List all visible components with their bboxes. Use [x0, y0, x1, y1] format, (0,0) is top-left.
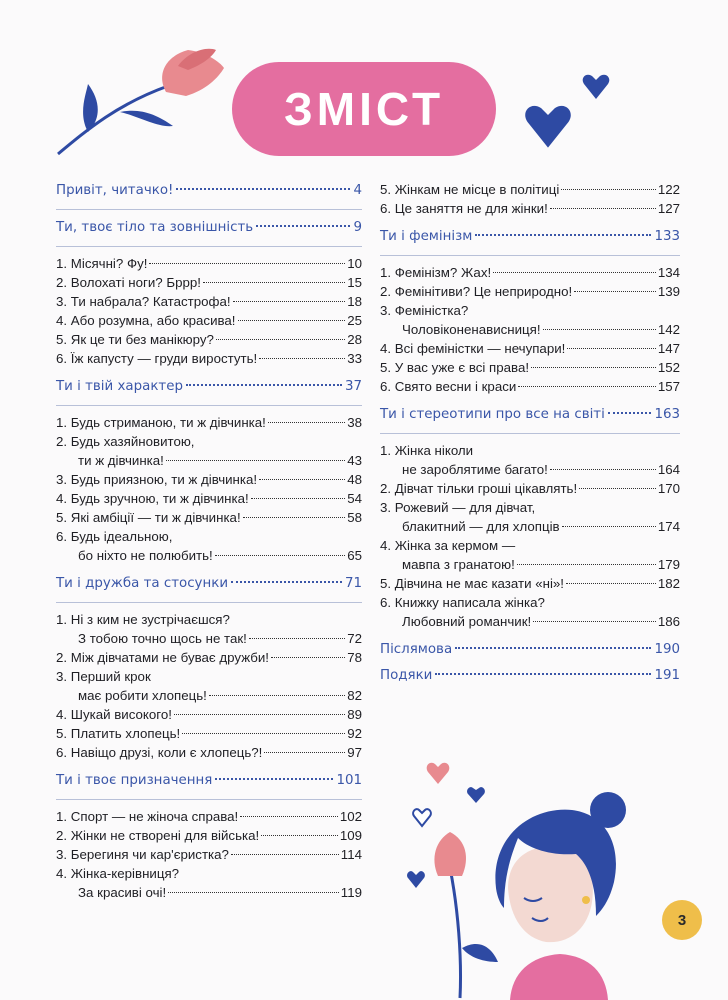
- dot-leader: [149, 263, 345, 264]
- spacer: [380, 631, 680, 639]
- toc-entry[interactable]: [56, 864, 362, 902]
- entry-text: 6. Навіщо друзі, коли є хлопець?!: [56, 745, 263, 760]
- entry-text: 5. У вас уже є всі права!: [380, 360, 530, 375]
- dot-leader: [259, 479, 345, 480]
- toc-entry[interactable]: [380, 593, 680, 631]
- entry-page: 18: [347, 294, 362, 309]
- entry-text: 4. Або розумна, або красива!: [56, 313, 236, 328]
- toc-entry[interactable]: [56, 527, 362, 565]
- toc-entry[interactable]: [380, 377, 680, 396]
- divider: [56, 246, 362, 247]
- toc-entry-line: [380, 301, 680, 320]
- entry-text: 6. Їж капусту — груди виростуть!: [56, 351, 258, 366]
- toc-entry-line: [380, 460, 680, 479]
- toc-section-heading[interactable]: [380, 639, 680, 661]
- toc-entry-line: [380, 339, 680, 358]
- section-page: 101: [336, 773, 362, 788]
- toc-section-heading[interactable]: [56, 573, 362, 595]
- entry-page: 10: [347, 256, 362, 271]
- toc-entry-line: [380, 199, 680, 218]
- heart-small-icon: [582, 74, 610, 100]
- entry-text: 3. Рожевий — для дівчат,: [380, 500, 536, 515]
- dot-leader: [215, 778, 333, 780]
- toc-entry-line: [380, 517, 680, 536]
- entry-text: 2. Жінки не створені для війська!: [56, 828, 260, 843]
- toc-entry-line: [56, 724, 362, 743]
- toc-entry[interactable]: [56, 349, 362, 368]
- toc-section-heading[interactable]: [56, 376, 362, 398]
- girl-illustration: [400, 748, 660, 1000]
- entry-page: 48: [347, 472, 362, 487]
- toc-entry-line: [380, 263, 680, 282]
- toc-entry[interactable]: [56, 489, 362, 508]
- section-title: Ти і твій характер: [56, 379, 183, 394]
- toc-entry-line: [380, 320, 680, 339]
- section-title: Ти і дружба та стосунки: [56, 576, 229, 591]
- entry-page: 33: [347, 351, 362, 366]
- entry-text: 4. Всі феміністки — нечупари!: [380, 341, 566, 356]
- entry-text: 6. Будь ідеальною,: [56, 529, 173, 544]
- toc-entry[interactable]: [380, 282, 680, 301]
- dot-leader: [264, 752, 345, 753]
- entry-page: 147: [657, 341, 680, 356]
- toc-entry[interactable]: [56, 845, 362, 864]
- entry-text: 5. Жінкам не місце в політиці: [380, 182, 560, 197]
- dot-leader: [259, 358, 345, 359]
- entry-page: 25: [347, 313, 362, 328]
- toc-section-heading[interactable]: [380, 665, 680, 687]
- entry-page: 119: [340, 885, 362, 900]
- section-title: Ти, твоє тіло та зовнішність: [56, 220, 254, 235]
- toc-section-heading[interactable]: [380, 404, 680, 426]
- dot-leader: [268, 422, 345, 423]
- toc-entry[interactable]: [380, 263, 680, 282]
- page-number: 3: [677, 911, 687, 929]
- entry-text: 1. Фемінізм? Жах!: [380, 265, 492, 280]
- entry-page: 89: [347, 707, 362, 722]
- entry-text: 1. Місячні? Фу!: [56, 256, 148, 271]
- entry-page: 182: [657, 576, 680, 591]
- dot-leader: [261, 835, 338, 836]
- entry-text: 6. Книжку написала жінка?: [380, 595, 545, 610]
- toc-entry-line: [380, 593, 680, 612]
- entry-text: 2. Дівчат тільки гроші цікавлять!: [380, 481, 578, 496]
- entry-page: 65: [347, 548, 362, 563]
- section-title: Подяки: [380, 668, 433, 683]
- section-page: 9: [353, 220, 362, 235]
- toc-entry-line: [380, 358, 680, 377]
- entry-text: 6. Свято весни і краси: [380, 379, 517, 394]
- toc-entry[interactable]: [56, 470, 362, 489]
- toc-entry-line: [56, 648, 362, 667]
- entry-page: 72: [347, 631, 362, 646]
- toc-entry[interactable]: [56, 705, 362, 724]
- divider: [380, 255, 680, 256]
- toc-entry-line: [380, 498, 680, 517]
- toc-entry-line: [380, 282, 680, 301]
- divider: [56, 799, 362, 800]
- dot-leader: [186, 384, 342, 386]
- dot-leader: [256, 225, 350, 227]
- divider: [380, 433, 680, 434]
- heart-large-icon: [524, 104, 572, 150]
- dot-leader: [231, 581, 342, 583]
- spacer: [56, 762, 362, 770]
- section-page: 71: [344, 576, 362, 591]
- toc-entry-line: [56, 610, 362, 629]
- entry-text: 6. Це заняття не для жінки!: [380, 201, 548, 216]
- dot-leader: [543, 329, 656, 330]
- section-page: 163: [654, 407, 680, 422]
- section-page: 191: [654, 668, 680, 683]
- entry-text: 3. Ти набрала? Катастрофа!: [56, 294, 231, 309]
- section-title: Привіт, читачко!: [56, 183, 174, 198]
- entry-text: 2. Будь хазяйновитою,: [56, 434, 195, 449]
- entry-page: 127: [657, 201, 680, 216]
- toc-entry[interactable]: [56, 330, 362, 349]
- toc-entry[interactable]: [56, 667, 362, 705]
- entry-page: 122: [657, 182, 680, 197]
- entry-text: Любовний романчик!: [402, 614, 532, 629]
- entry-page: 38: [347, 415, 362, 430]
- entry-page: 43: [347, 453, 362, 468]
- toc-entry-line: [380, 612, 680, 631]
- section-page: 37: [344, 379, 362, 394]
- dot-leader: [240, 816, 338, 817]
- dot-leader: [531, 367, 656, 368]
- toc-entry-line: [56, 292, 362, 311]
- section-page: 4: [353, 183, 362, 198]
- spacer: [56, 565, 362, 573]
- entry-page: 179: [657, 557, 680, 572]
- toc-entry[interactable]: [380, 441, 680, 479]
- dot-leader: [561, 189, 656, 190]
- entry-text: ти ж дівчинка!: [78, 453, 164, 468]
- toc-entry-line: [56, 311, 362, 330]
- dot-leader: [562, 526, 656, 527]
- toc-entry[interactable]: [380, 536, 680, 574]
- tulip-illustration: [48, 44, 238, 164]
- toc-entry[interactable]: [56, 432, 362, 470]
- section-page: 133: [654, 229, 680, 244]
- entry-page: 97: [347, 745, 362, 760]
- toc-entry-line: [56, 546, 362, 565]
- dot-leader: [455, 647, 651, 649]
- entry-text: 3. Берегиня чи кар'єристка?: [56, 847, 229, 862]
- toc-entry-line: [56, 864, 362, 883]
- entry-text: 4. Будь зручною, ти ж дівчинка!: [56, 491, 249, 506]
- toc-entry-line: [380, 536, 680, 555]
- entry-text: 3. Феміністка?: [380, 303, 469, 318]
- entry-text: За красиві очі!: [78, 885, 167, 900]
- toc-section-heading[interactable]: [56, 217, 362, 239]
- toc-right-column: [380, 180, 680, 691]
- dot-leader: [475, 234, 651, 236]
- entry-text: має робити хлопець!: [78, 688, 207, 703]
- dot-leader: [550, 469, 656, 470]
- spacer: [380, 396, 680, 404]
- toc-section-heading[interactable]: [56, 180, 362, 202]
- entry-text: 4. Шукай високого!: [56, 707, 172, 722]
- section-title: Ти і твоє призначення: [56, 773, 213, 788]
- dot-leader: [550, 208, 656, 209]
- toc-entry-line: [56, 489, 362, 508]
- entry-text: бо ніхто не полюбить!: [78, 548, 213, 563]
- section-title: Ти і стереотипи про все на світі: [380, 407, 605, 422]
- entry-page: 142: [657, 322, 680, 337]
- toc-entry-line: [56, 273, 362, 292]
- entry-page: 186: [657, 614, 680, 629]
- entry-text: 5. Як це ти без манікюру?: [56, 332, 214, 347]
- toc-entry-line: [56, 508, 362, 527]
- toc-entry-line: [380, 377, 680, 396]
- entry-text: 3. Будь приязною, ти ж дівчинка!: [56, 472, 258, 487]
- entry-page: 102: [339, 809, 362, 824]
- toc-entry[interactable]: [56, 724, 362, 743]
- toc-entry[interactable]: [56, 743, 362, 762]
- entry-page: 152: [657, 360, 680, 375]
- dot-leader: [176, 188, 350, 190]
- divider: [56, 602, 362, 603]
- entry-text: 5. Платить хлопець!: [56, 726, 181, 741]
- toc-entry-line: [380, 574, 680, 593]
- divider: [56, 209, 362, 210]
- toc-entry[interactable]: [380, 180, 680, 199]
- toc-entry[interactable]: [56, 826, 362, 845]
- toc-entry-line: [56, 743, 362, 762]
- entry-text: 1. Спорт — не жіноча справа!: [56, 809, 239, 824]
- toc-entry[interactable]: [380, 479, 680, 498]
- entry-page: 114: [340, 847, 362, 862]
- dot-leader: [574, 291, 656, 292]
- toc-entry[interactable]: [56, 413, 362, 432]
- entry-text: 1. Ні з ким не зустрічаєшся?: [56, 612, 230, 627]
- toc-entry-line: [56, 686, 362, 705]
- entry-page: 15: [347, 275, 362, 290]
- toc-section-heading[interactable]: [380, 226, 680, 248]
- entry-text: 1. Будь стриманою, ти ж дівчинка!: [56, 415, 266, 430]
- entry-page: 170: [657, 481, 680, 496]
- toc-entry[interactable]: [380, 498, 680, 536]
- entry-text: 4. Жінка-керівниця?: [56, 866, 180, 881]
- entry-text: не зароблятиме багато!: [402, 462, 548, 477]
- toc-entry-line: [56, 883, 362, 902]
- entry-page: 58: [347, 510, 362, 525]
- dot-leader: [518, 386, 656, 387]
- dot-leader: [271, 657, 345, 658]
- entry-page: 109: [339, 828, 362, 843]
- section-title: Ти і фемінізм: [380, 229, 473, 244]
- dot-leader: [231, 854, 339, 855]
- toc-entry-line: [56, 807, 362, 826]
- toc-entry[interactable]: [56, 610, 362, 648]
- section-title: Післямова: [380, 642, 453, 657]
- dot-leader: [251, 498, 346, 499]
- entry-text: блакитний — для хлопців: [402, 519, 560, 534]
- entry-page: 157: [657, 379, 680, 394]
- dot-leader: [243, 517, 346, 518]
- toc-entry-line: [56, 527, 362, 546]
- toc-section-heading[interactable]: [56, 770, 362, 792]
- spacer: [56, 368, 362, 376]
- divider: [56, 405, 362, 406]
- entry-text: 2. Волохаті ноги? Бррр!: [56, 275, 201, 290]
- toc-left-column: [56, 180, 362, 902]
- dot-leader: [579, 488, 656, 489]
- toc-entry-line: [56, 432, 362, 451]
- entry-text: З тобою точно щось не так!: [78, 631, 247, 646]
- entry-page: 28: [347, 332, 362, 347]
- dot-leader: [209, 695, 345, 696]
- spacer: [380, 218, 680, 226]
- toc-entry[interactable]: [56, 254, 362, 273]
- entry-page: 134: [657, 265, 680, 280]
- entry-text: 4. Жінка за кермом —: [380, 538, 516, 553]
- toc-entry-line: [380, 441, 680, 460]
- dot-leader: [216, 339, 345, 340]
- toc-entry-line: [56, 349, 362, 368]
- dot-leader: [182, 733, 345, 734]
- entry-text: 3. Перший крок: [56, 669, 151, 684]
- toc-entry-line: [380, 555, 680, 574]
- toc-entry[interactable]: [380, 199, 680, 218]
- toc-entry[interactable]: [56, 807, 362, 826]
- dot-leader: [215, 555, 345, 556]
- dot-leader: [493, 272, 656, 273]
- toc-entry-line: [56, 330, 362, 349]
- toc-entry[interactable]: [380, 358, 680, 377]
- entry-text: 2. Між дівчатами не буває дружби!: [56, 650, 269, 665]
- toc-entry-line: [56, 413, 362, 432]
- toc-entry-line: [56, 826, 362, 845]
- toc-entry[interactable]: [380, 574, 680, 593]
- dot-leader: [168, 892, 339, 893]
- entry-page: 164: [657, 462, 680, 477]
- dot-leader: [608, 412, 652, 414]
- entry-page: 174: [657, 519, 680, 534]
- entry-text: 5. Які амбіції — ти ж дівчинка!: [56, 510, 241, 525]
- dot-leader: [517, 564, 656, 565]
- toc-entry[interactable]: [380, 301, 680, 339]
- toc-entry[interactable]: [56, 311, 362, 330]
- page-number-badge: [662, 900, 702, 940]
- section-page: 190: [654, 642, 680, 657]
- entry-text: Чоловіконенависниця!: [402, 322, 541, 337]
- dot-leader: [249, 638, 345, 639]
- toc-entry[interactable]: [56, 292, 362, 311]
- dot-leader: [174, 714, 345, 715]
- dot-leader: [533, 621, 656, 622]
- toc-entry-line: [56, 629, 362, 648]
- entry-page: 82: [347, 688, 362, 703]
- dot-leader: [435, 673, 651, 675]
- toc-entry[interactable]: [56, 273, 362, 292]
- dot-leader: [233, 301, 346, 302]
- toc-entry-line: [56, 845, 362, 864]
- entry-page: 139: [657, 284, 680, 299]
- toc-entry[interactable]: [56, 508, 362, 527]
- entry-page: 54: [347, 491, 362, 506]
- toc-entry-line: [56, 470, 362, 489]
- toc-entry-line: [380, 479, 680, 498]
- entry-text: 2. Фемінітиви? Це неприродно!: [380, 284, 573, 299]
- toc-entry[interactable]: [380, 339, 680, 358]
- dot-leader: [166, 460, 345, 461]
- dot-leader: [238, 320, 346, 321]
- toc-entry-line: [380, 180, 680, 199]
- entry-page: 78: [347, 650, 362, 665]
- entry-text: 1. Жінка ніколи: [380, 443, 474, 458]
- toc-entry[interactable]: [56, 648, 362, 667]
- toc-entry-line: [56, 705, 362, 724]
- entry-page: 92: [347, 726, 362, 741]
- dot-leader: [567, 348, 655, 349]
- dot-leader: [203, 282, 345, 283]
- dot-leader: [566, 583, 656, 584]
- entry-text: мавпа з гранатою!: [402, 557, 515, 572]
- page-title: ЗМІСТ: [283, 83, 445, 135]
- toc-entry-line: [56, 451, 362, 470]
- entry-text: 5. Дівчина не має казати «ні»!: [380, 576, 564, 591]
- toc-entry-line: [56, 254, 362, 273]
- toc-entry-line: [56, 667, 362, 686]
- title-banner: [232, 62, 496, 156]
